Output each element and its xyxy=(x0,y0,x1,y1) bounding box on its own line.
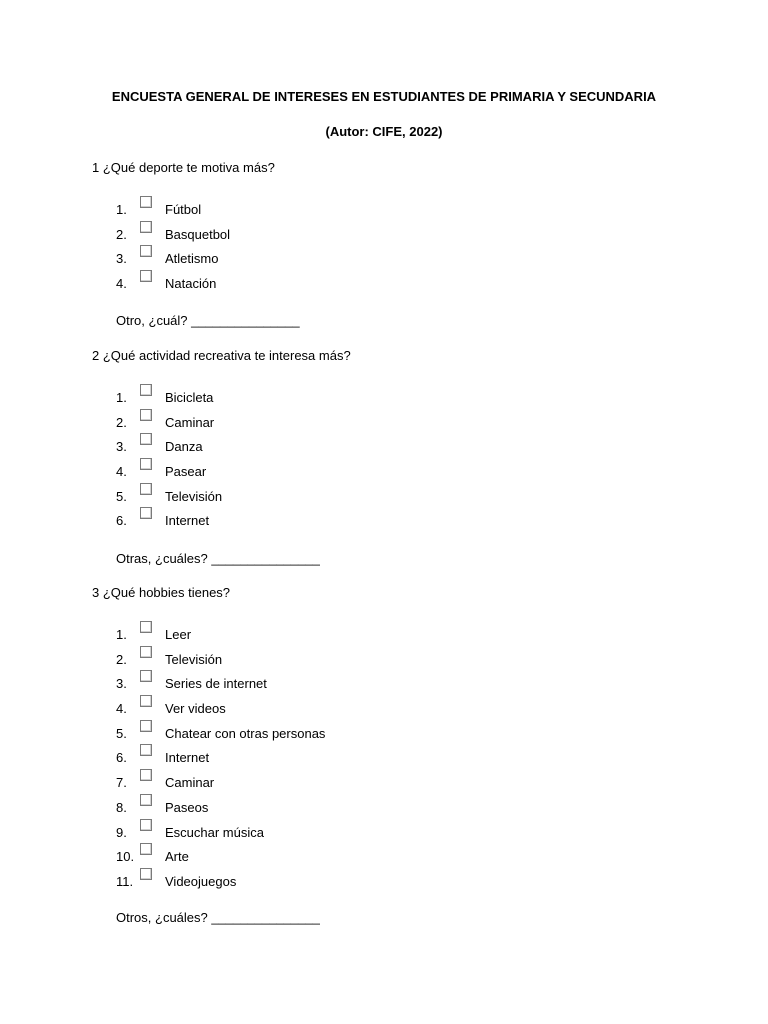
option-label: Danza xyxy=(165,439,203,455)
checkbox[interactable] xyxy=(140,433,152,445)
option-label: Pasear xyxy=(165,464,207,480)
option-number: 8. xyxy=(116,799,127,815)
option-number: 5. xyxy=(116,725,127,741)
option-number: 6. xyxy=(116,513,127,529)
option-label: Basquetbol xyxy=(165,226,231,242)
option-label: Televisión xyxy=(165,488,223,504)
option-number: 4. xyxy=(116,276,127,292)
checkbox[interactable] xyxy=(140,270,152,282)
option-label: Paseos xyxy=(165,799,209,815)
checkbox[interactable] xyxy=(140,868,152,880)
checkbox[interactable] xyxy=(140,670,152,682)
option-label: Televisión xyxy=(165,651,223,667)
option-label: Series de internet xyxy=(165,676,267,692)
checkbox[interactable] xyxy=(140,720,152,732)
option-number: 3. xyxy=(116,439,127,455)
option-label: Ver videos xyxy=(165,701,226,717)
document-title: ENCUESTA GENERAL DE INTERESES EN ESTUDIANTES DE PRIMARIA Y SECUNDARIA xyxy=(111,89,657,104)
option-number: 3. xyxy=(116,251,127,267)
option-number: 1. xyxy=(116,202,127,217)
option-number: 1. xyxy=(116,627,127,642)
question-1-other: Otro, ¿cuál? _______________ xyxy=(116,313,300,328)
option-label: Fútbol xyxy=(165,202,202,217)
option-number: 1. xyxy=(116,390,127,405)
option-number: 6. xyxy=(116,750,127,766)
option-label: Arte xyxy=(165,849,189,865)
checkbox[interactable] xyxy=(140,744,152,756)
checkbox[interactable] xyxy=(140,458,152,470)
option-number: 10. xyxy=(116,849,135,865)
option-number: 5. xyxy=(116,488,127,504)
checkbox[interactable] xyxy=(140,695,152,707)
question-2-other: Otras, ¿cuáles? _______________ xyxy=(116,551,320,566)
option-number: 4. xyxy=(116,464,127,480)
checkbox[interactable] xyxy=(140,769,152,781)
checkbox[interactable] xyxy=(140,196,152,208)
option-label: Atletismo xyxy=(165,251,219,267)
checkbox[interactable] xyxy=(140,794,152,806)
option-number: 9. xyxy=(116,824,127,840)
option-label: Internet xyxy=(165,750,210,766)
option-number: 4. xyxy=(116,701,127,717)
checkbox[interactable] xyxy=(140,507,152,519)
checkbox[interactable] xyxy=(140,384,152,396)
checkbox[interactable] xyxy=(140,646,152,658)
document-subtitle: (Autor: CIFE, 2022) xyxy=(325,124,443,139)
option-label: Bicicleta xyxy=(165,390,214,405)
checkbox[interactable] xyxy=(140,843,152,855)
question-1: 1 ¿Qué deporte te motiva más? xyxy=(92,160,275,175)
option-label: Escuchar música xyxy=(165,824,264,840)
question-3-other: Otros, ¿cuáles? _______________ xyxy=(116,910,320,925)
option-number: 2. xyxy=(116,226,127,242)
option-label: Chatear con otras personas xyxy=(165,725,326,741)
checkbox[interactable] xyxy=(140,409,152,421)
option-number: 7. xyxy=(116,775,127,791)
option-number: 11. xyxy=(116,873,134,889)
option-label: Internet xyxy=(165,513,210,529)
option-label: Caminar xyxy=(165,775,215,791)
checkbox[interactable] xyxy=(140,221,152,233)
option-label: Natación xyxy=(165,276,217,292)
option-number: 3. xyxy=(116,676,127,692)
option-label: Videojuegos xyxy=(165,873,237,889)
checkbox[interactable] xyxy=(140,819,152,831)
question-2: 2 ¿Qué actividad recreativa te interesa más? xyxy=(92,348,351,363)
option-label: Leer xyxy=(165,627,192,642)
question-3: 3 ¿Qué hobbies tienes? xyxy=(92,585,231,600)
option-number: 2. xyxy=(116,651,127,667)
checkbox[interactable] xyxy=(140,483,152,495)
option-number: 2. xyxy=(116,414,127,430)
checkbox[interactable] xyxy=(140,621,152,633)
option-label: Caminar xyxy=(165,414,215,430)
checkbox[interactable] xyxy=(140,245,152,257)
